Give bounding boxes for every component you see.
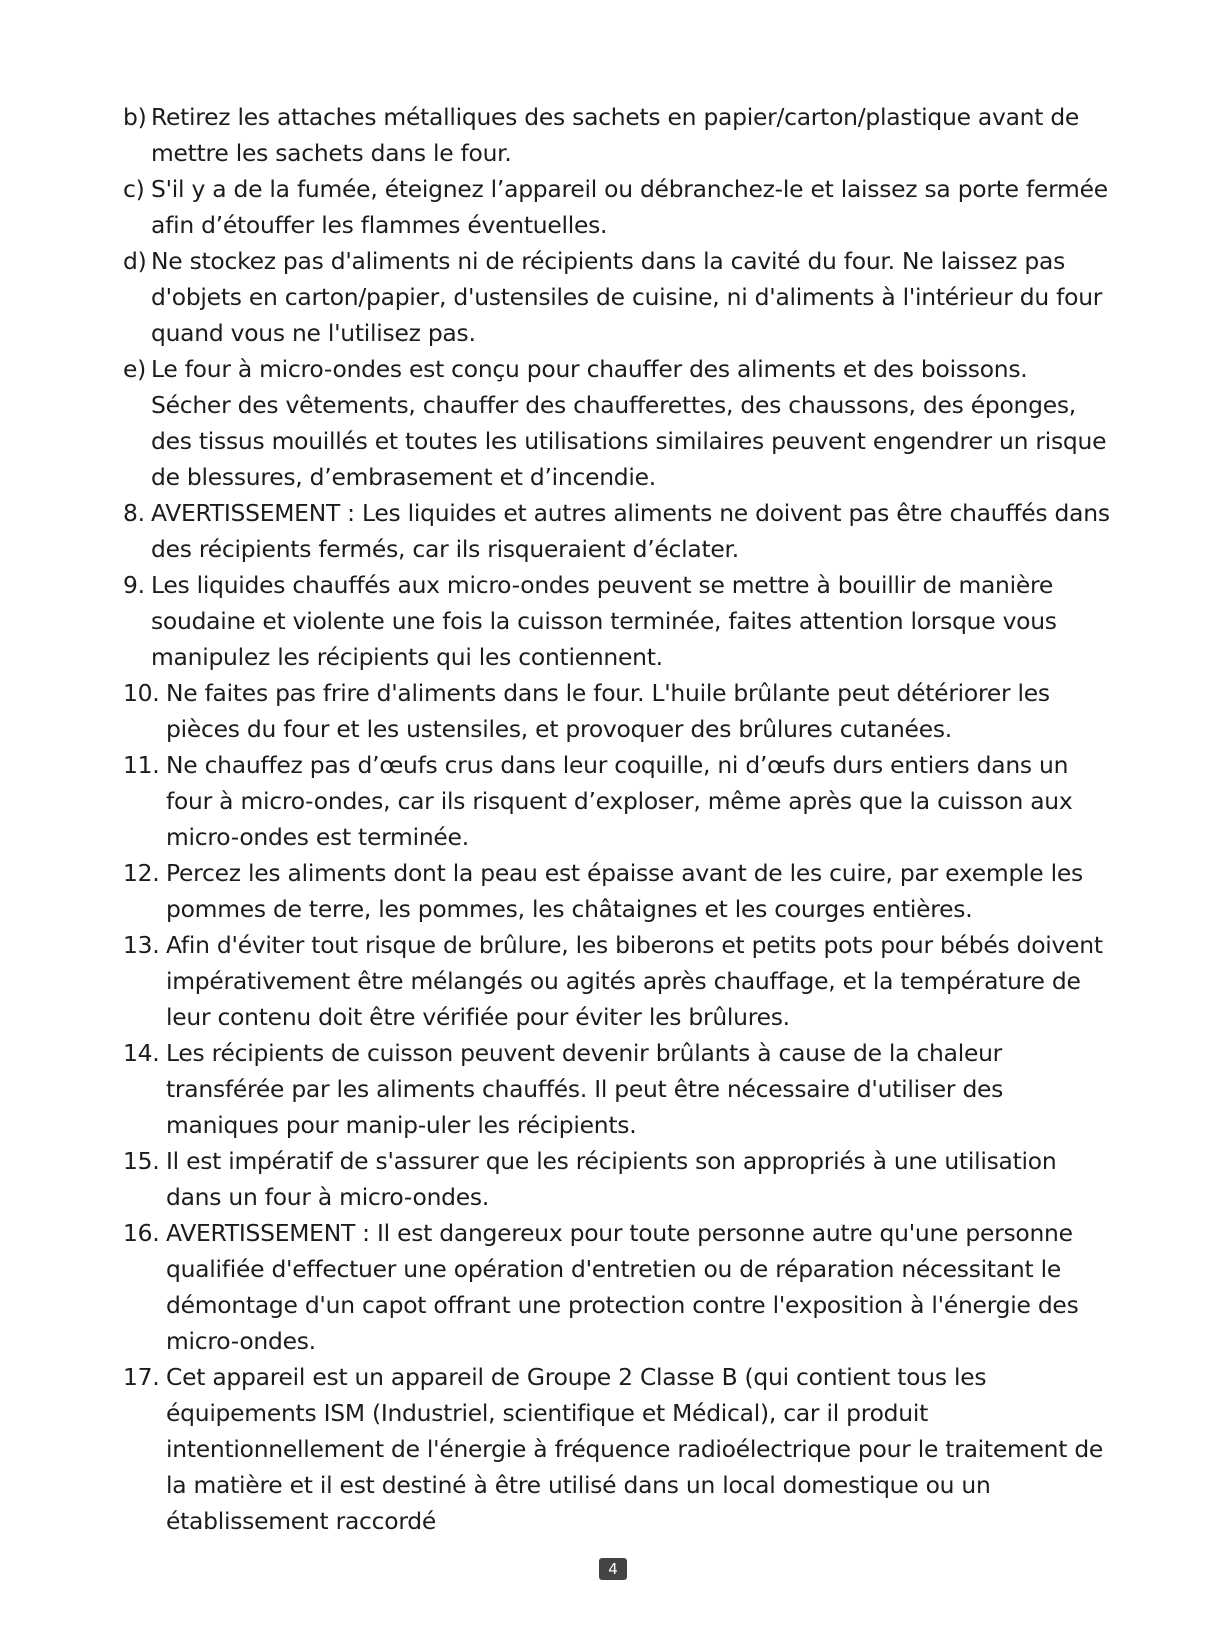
- list-marker: 10.: [123, 679, 160, 707]
- list-item: [123, 1359, 1113, 1539]
- list-item: [123, 747, 1113, 855]
- list-item: [123, 855, 1113, 927]
- list-item: [123, 675, 1113, 747]
- list-item: [123, 99, 1113, 171]
- list-item: [123, 243, 1113, 351]
- list-item-text: Le four à micro-ondes est conçu pour chauffer des aliments et des boissons. Sécher des vêtements, chauffer des chaufferettes, des chaussons, des éponges, des tissus mouillés et toutes les utilisations similaires peuvent engendrer un risque de blessures, d’embrasement et d’incendie.: [151, 355, 1107, 491]
- list-item: [123, 351, 1113, 495]
- list-item-text: Les liquides chauffés aux micro-ondes peuvent se mettre à bouillir de manière soudaine et violente une fois la cuisson terminée, faites attention lorsque vous manipulez les récipients qui les contiennent.: [151, 571, 1057, 671]
- list-item: [123, 1215, 1113, 1359]
- list-marker: e): [123, 355, 147, 383]
- list-marker: d): [123, 247, 147, 275]
- list-item: [123, 1035, 1113, 1143]
- list-item-text: Retirez les attaches métalliques des sachets en papier/carton/plastique avant de mettre les sachets dans le four.: [151, 103, 1080, 167]
- list-marker: 8.: [123, 499, 145, 527]
- list-marker: b): [123, 103, 147, 131]
- list-item: [123, 567, 1113, 675]
- list-item: [123, 927, 1113, 1035]
- list-item: [123, 1143, 1113, 1215]
- list-marker: c): [123, 175, 145, 203]
- list-marker: 9.: [123, 571, 145, 599]
- list-item-text: Afin d'éviter tout risque de brûlure, les biberons et petits pots pour bébés doivent impérativement être mélangés ou agités après chauffage, et la température de leur contenu doit être vérifiée pour éviter les brûlures.: [166, 931, 1103, 1031]
- list-marker: 17.: [123, 1363, 160, 1391]
- list-marker: 12.: [123, 859, 160, 887]
- list-item-text: Ne stockez pas d'aliments ni de récipients dans la cavité du four. Ne laissez pas d'objets en carton/papier, d'ustensiles de cuisine, ni d'aliments à l'intérieur du four quand vous ne l'utilisez pas.: [151, 247, 1103, 347]
- list-item-text: S'il y a de la fumée, éteignez l’appareil ou débranchez-le et laissez sa porte fermée afin d’étouffer les flammes éventuelles.: [151, 175, 1108, 239]
- list-marker: 16.: [123, 1219, 160, 1247]
- list-item-text: Percez les aliments dont la peau est épaisse avant de les cuire, par exemple les pommes de terre, les pommes, les châtaignes et les courges entières.: [166, 859, 1083, 923]
- list-item: [123, 495, 1113, 567]
- list-item-text: Les récipients de cuisson peuvent devenir brûlants à cause de la chaleur transférée par les aliments chauffés. Il peut être nécessaire d'utiliser des maniques pour manip-uler les récipients.: [166, 1039, 1004, 1139]
- instructions-list: [123, 99, 1113, 1539]
- list-marker: 13.: [123, 931, 160, 959]
- list-marker: 11.: [123, 751, 160, 779]
- list-item-text: AVERTISSEMENT : Il est dangereux pour toute personne autre qu'une personne qualifiée d'effectuer une opération d'entretien ou de réparation nécessitant le démontage d'un capot offrant une protection contre l'exposition à l'énergie des micro-ondes.: [166, 1219, 1079, 1355]
- list-marker: 14.: [123, 1039, 160, 1067]
- list-item-text: Ne chauffez pas d’œufs crus dans leur coquille, ni d’œufs durs entiers dans un four à micro-ondes, car ils risquent d’exploser, même après que la cuisson aux micro-ondes est terminée.: [166, 751, 1073, 851]
- list-item-text: AVERTISSEMENT : Les liquides et autres aliments ne doivent pas être chauffés dans des récipients fermés, car ils risqueraient d’éclater.: [151, 499, 1110, 563]
- list-marker: 15.: [123, 1147, 160, 1175]
- list-item: [123, 171, 1113, 243]
- list-item-text: Cet appareil est un appareil de Groupe 2 Classe B (qui contient tous les équipements ISM (Industriel, scientifique et Médical), car il produit intentionnellement de l'énergie à fréquence radioélectrique pour le traitement de la matière et il est destiné à être utilisé dans un local domestique ou un établissement raccordé: [166, 1363, 1104, 1535]
- page-number: 4: [599, 1558, 627, 1580]
- list-item-text: Il est impératif de s'assurer que les récipients son appropriés à une utilisation dans un four à micro-ondes.: [166, 1147, 1057, 1211]
- list-item-text: Ne faites pas frire d'aliments dans le four. L'huile brûlante peut détériorer les pièces du four et les ustensiles, et provoquer des brûlures cutanées.: [166, 679, 1050, 743]
